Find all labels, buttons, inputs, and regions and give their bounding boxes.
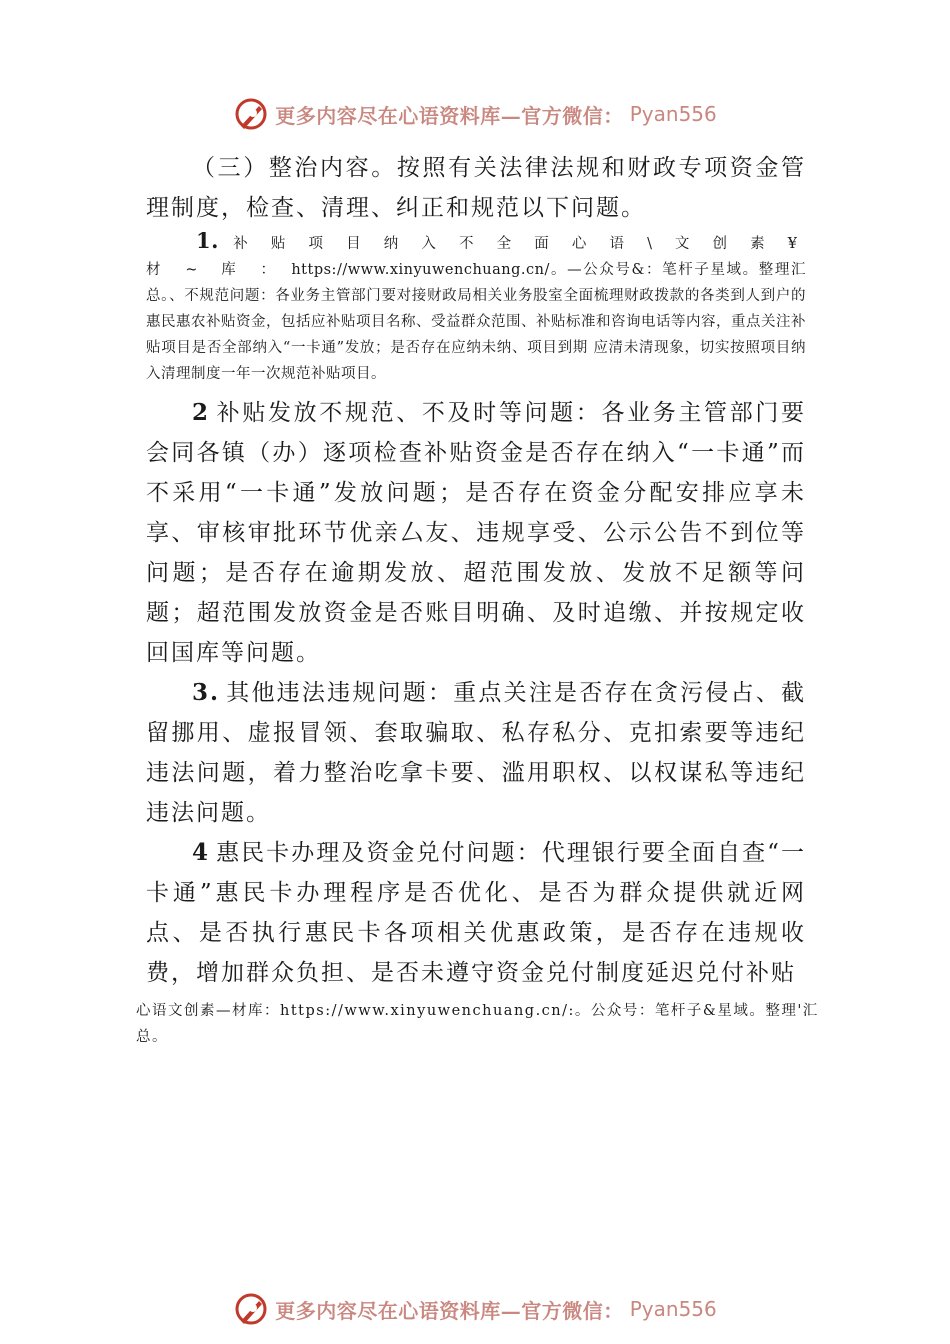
banner-wechat-id: Pyan556: [629, 1297, 717, 1321]
item-3-text: 其他违法违规问题：重点关注是否存在贪污侵占、截留挪用、虚报冒领、套取骗取、私存私分、克扣索要等违纪违法问题，着力整治吃拿卡要、滥用职权、以权谋私等违纪违法问题。: [146, 680, 806, 826]
pen-logo-icon: [233, 96, 269, 132]
item-1-text: https://www.xinyuwenchuang.cn/。—公众号&：笔杆子星域。整理汇总。、不规范问题：各业务主管部门要对接财政局相关业务股室全面梳理财政拨款的各类到人到户的惠民惠农补贴资金，包括应补贴项目名称、受益群众范围、补贴标准和咨询电话等内容，重点关注补贴项目是否全部纳入“一卡通”发放；是否存在应纳未纳、项目到期 应清未清现象，切实按照项目纳入清理制度一年一次规范补贴项目。: [146, 262, 806, 382]
section-heading-text: （三）整治内容。按照有关法律法规和财政专项资金管理制度，检查、清理、纠正和规范以下问题。: [146, 155, 806, 221]
footer-note: 心语文创素—材库：https://www.xinyuwenchuang.cn/:。公众号：笔杆子&星域。整理'汇总。: [136, 1003, 819, 1045]
item-4-number: 4: [192, 839, 211, 866]
document-body: [146, 148, 806, 993]
bottom-watermark-banner: [0, 1287, 950, 1331]
item-3-paragraph: [146, 673, 806, 833]
pen-logo-icon: [233, 1291, 269, 1327]
item-2-number: 2: [192, 399, 211, 426]
banner-text: 更多内容尽在心语资料库—官方微信：: [275, 103, 624, 128]
item-1-number: 1.: [196, 228, 219, 253]
section-heading-paragraph: [146, 148, 806, 228]
top-watermark-banner: [0, 92, 950, 136]
banner-text: 更多内容尽在心语资料库—官方微信：: [275, 1298, 624, 1323]
item-1-heading: 补 贴 项 目 纳 入 不 全 面 心 语 \ 文 创 素 ¥ 材 ~ 库 ：: [146, 236, 806, 278]
item-4-paragraph: [146, 833, 806, 993]
item-3-number: 3.: [192, 679, 221, 706]
item-2-paragraph: [146, 393, 806, 673]
item-4-text: 惠民卡办理及资金兑付问题：代理银行要全面自查“一卡通”惠民卡办理程序是否优化、是否为群众提供就近网点、是否执行惠民卡各项相关优惠政策，是否存在违规收费，增加群众负担、是否未遵守资金兑付制度延迟兑付补贴: [146, 840, 806, 986]
banner-wechat-id: Pyan556: [629, 102, 717, 126]
item-2-text: 补贴发放不规范、不及时等问题：各业务主管部门要会同各镇（办）逐项检查补贴资金是否存在纳入“一卡通”而不采用“一卡通”发放问题；是否存在资金分配安排应享未享、审核审批环节优亲厶友、违规享受、公示公告不到位等问题；是否存在逾期发放、超范围发放、发放不足额等问题；超范围发放资金是否账目明确、及时追缴、并按规定收回国库等问题。: [146, 400, 806, 666]
item-1-paragraph: [146, 228, 806, 387]
